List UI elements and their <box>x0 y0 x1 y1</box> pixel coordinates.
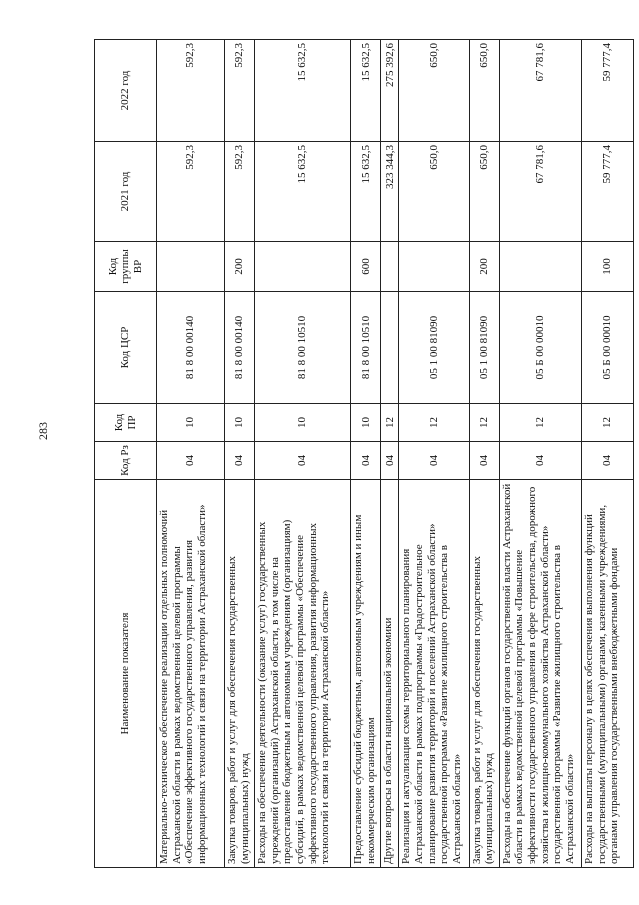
cell-name: Другие вопросы в области национальной экономики <box>381 480 399 868</box>
cell-2021: 592,3 <box>225 142 255 242</box>
page-number: 283 <box>36 422 50 440</box>
cell-csr: 05 1 00 81090 <box>469 292 499 404</box>
header-vr: Код группы ВР <box>95 242 157 292</box>
cell-pr: 10 <box>225 404 255 442</box>
cell-2021: 15 632,5 <box>255 142 351 242</box>
table-header-row <box>95 40 157 868</box>
cell-vr: 200 <box>225 242 255 292</box>
cell-csr <box>381 292 399 404</box>
cell-2021: 67 781,6 <box>499 142 581 242</box>
cell-pr: 12 <box>399 404 469 442</box>
cell-2022: 592,3 <box>225 40 255 142</box>
cell-csr: 05 Б 00 00010 <box>499 292 581 404</box>
cell-2022: 67 781,6 <box>499 40 581 142</box>
cell-pr: 10 <box>157 404 225 442</box>
cell-name: Материально-техническое обеспечение реализации отдельных полномочий Астраханской области в рамках ведомственной целевой программы «Обеспечение эффективного государственного управления, развития информационных технологий и связи на территории Астраханской области» <box>157 480 225 868</box>
cell-csr: 81 8 00 00140 <box>225 292 255 404</box>
header-pr: Код ПР <box>95 404 157 442</box>
cell-pr: 10 <box>255 404 351 442</box>
cell-pr: 12 <box>469 404 499 442</box>
budget-table-rotated <box>94 40 634 868</box>
table-row <box>469 40 499 868</box>
cell-vr <box>399 242 469 292</box>
table-row <box>399 40 469 868</box>
budget-table <box>94 39 634 868</box>
table-row <box>351 40 381 868</box>
cell-rz: 04 <box>499 442 581 480</box>
cell-2022: 15 632,5 <box>255 40 351 142</box>
cell-2021: 323 344,3 <box>381 142 399 242</box>
cell-2022: 15 632,5 <box>351 40 381 142</box>
cell-pr: 12 <box>499 404 581 442</box>
cell-vr: 600 <box>351 242 381 292</box>
cell-rz: 04 <box>225 442 255 480</box>
cell-2021: 650,0 <box>399 142 469 242</box>
cell-2022: 592,3 <box>157 40 225 142</box>
cell-pr: 12 <box>581 404 633 442</box>
cell-name: Закупка товаров, работ и услуг для обеспечения государственных (муниципальных) нужд <box>469 480 499 868</box>
cell-2022: 650,0 <box>469 40 499 142</box>
cell-vr: 100 <box>581 242 633 292</box>
table-row <box>581 40 633 868</box>
cell-2022: 59 777,4 <box>581 40 633 142</box>
cell-2021: 59 777,4 <box>581 142 633 242</box>
cell-2021: 15 632,5 <box>351 142 381 242</box>
cell-csr: 81 8 00 10510 <box>255 292 351 404</box>
header-2021: 2021 год <box>95 142 157 242</box>
cell-csr: 81 8 00 00140 <box>157 292 225 404</box>
cell-rz: 04 <box>469 442 499 480</box>
cell-rz: 04 <box>399 442 469 480</box>
cell-name: Расходы на выплаты персоналу в целях обеспечения выполнения функций государственными (муниципальными) органами, казенными учреждениями, органами управления государственными внебюджетными фондами <box>581 480 633 868</box>
table-row <box>255 40 351 868</box>
cell-pr: 10 <box>351 404 381 442</box>
cell-name: Закупка товаров, работ и услуг для обеспечения государственных (муниципальных) нужд <box>225 480 255 868</box>
cell-vr <box>157 242 225 292</box>
table-row <box>499 40 581 868</box>
header-name: Наименование показателя <box>95 480 157 868</box>
cell-rz: 04 <box>157 442 225 480</box>
cell-rz: 04 <box>351 442 381 480</box>
header-2022: 2022 год <box>95 40 157 142</box>
cell-rz: 04 <box>581 442 633 480</box>
cell-rz: 04 <box>381 442 399 480</box>
cell-name: Расходы на обеспечение функций органов государственной власти Астраханской области в рамках ведомственной целевой программы «Повышение эффективности государственного управления в сфере строительства, дорожного хозяйства и жилищно-коммунального хозяйства Астраханской области» государственной программы «Развитие жилищного строительства в Астраханской области» <box>499 480 581 868</box>
header-csr: Код ЦСР <box>95 292 157 404</box>
cell-vr <box>255 242 351 292</box>
table-row <box>157 40 225 868</box>
cell-pr: 12 <box>381 404 399 442</box>
cell-2021: 650,0 <box>469 142 499 242</box>
cell-name: Предоставление субсидий бюджетным, автономным учреждениям и иным некоммерческим организациям <box>351 480 381 868</box>
header-rz: Код Рз <box>95 442 157 480</box>
cell-vr: 200 <box>469 242 499 292</box>
cell-csr: 05 Б 00 00010 <box>581 292 633 404</box>
cell-2022: 275 392,6 <box>381 40 399 142</box>
cell-2022: 650,0 <box>399 40 469 142</box>
table-row <box>225 40 255 868</box>
cell-name: Расходы на обеспечение деятельности (оказание услуг) государственных учреждений (организаций) Астраханской области, в том числе на предоставление бюджетным и автономным учреждениям (организациям) субсидий, в рамках ведомственной целевой программы «Обеспечение эффективного государственного управления, развития информационных технологий и связи на территории Астраханской области» <box>255 480 351 868</box>
cell-name: Реализация и актуализация схемы территориального планирования Астраханской области в рамках подпрограммы «Градостроительное планирование развития территорий и поселений Астраханской области» государственной программы «Развитие жилищного строительства в Астраханской области» <box>399 480 469 868</box>
cell-rz: 04 <box>255 442 351 480</box>
cell-csr: 81 8 00 10510 <box>351 292 381 404</box>
cell-2021: 592,3 <box>157 142 225 242</box>
cell-csr: 05 1 00 81090 <box>399 292 469 404</box>
cell-vr <box>499 242 581 292</box>
table-row <box>381 40 399 868</box>
cell-vr <box>381 242 399 292</box>
